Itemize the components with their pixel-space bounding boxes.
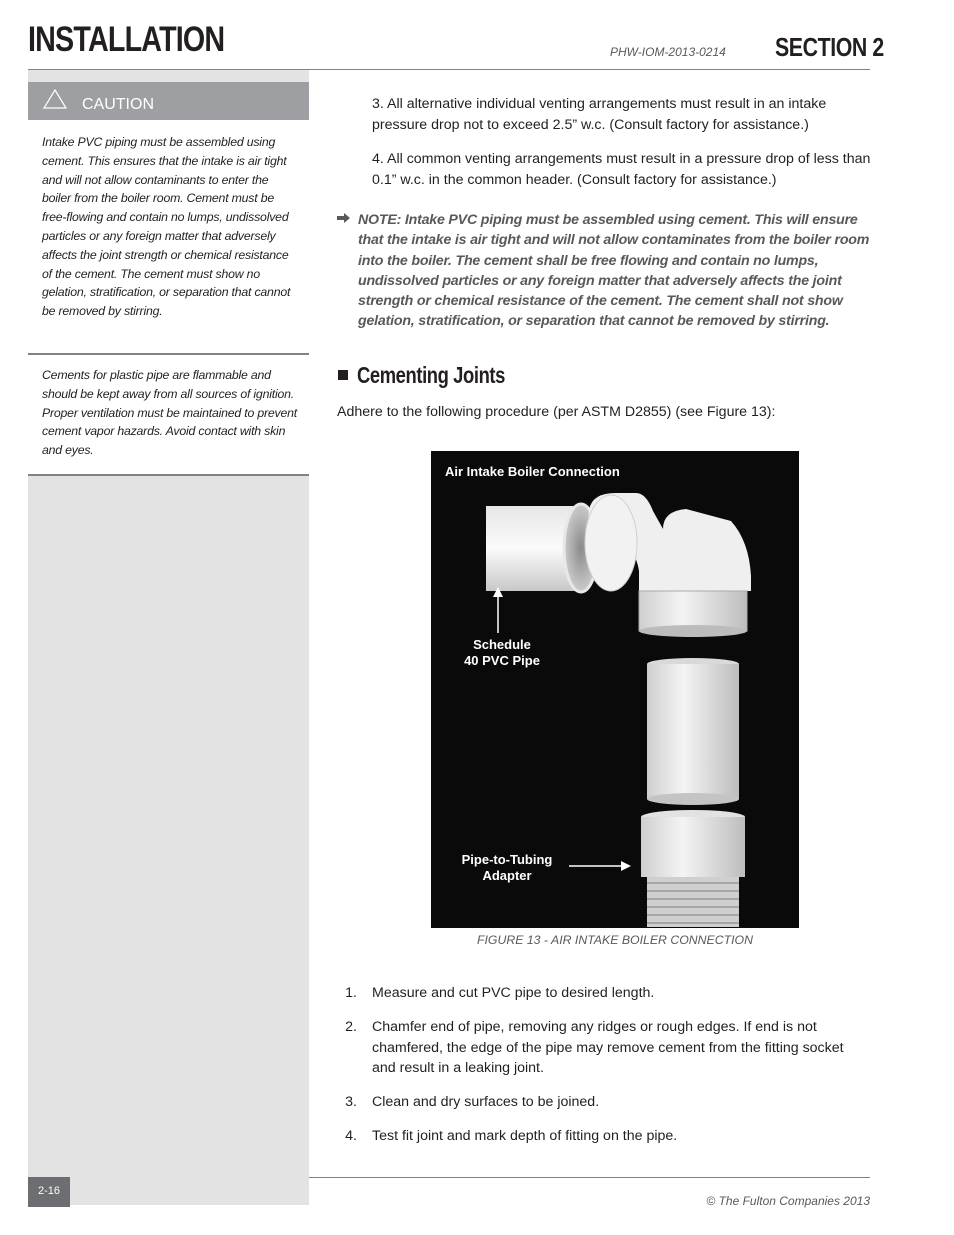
label-pipe-line2: 40 PVC Pipe [464,653,540,668]
figure-photo [431,451,799,928]
adapter-fitting [641,817,745,877]
label-adapter-line1: Pipe-to-Tubing [461,852,553,867]
page-number: 2-16 [37,1185,61,1197]
caution-label: CAUTION [82,96,154,113]
note-arrow-icon [337,213,350,223]
label-adapter-line2: Adapter [482,868,532,883]
pvc-pipe-section [647,664,739,799]
step-text: Clean and dry surfaces to be joined. [372,1094,600,1110]
intro-text: Adhere to the following procedure (per ASTM D2855) (see Figure 13): [337,404,776,420]
step-number: 3. [345,1094,357,1110]
section-label: SECTION 2 [775,32,884,62]
caution-header [28,82,309,120]
caution-text: Intake PVC piping must be assembled using cement. This ensures that the intake is air tight and will not allow contaminants to enter the boiler from the boiler room. Cement must be free-flowing and contain no lumps, undissolved particles or any foreign matter that adversely affects the joint strength or chemical resistance of the cement. The cement must show no gelation, stratification, or separation that cannot be removed by stirring. [42,135,291,319]
venting-item-4: 4. All common venting arrangements must result in a pressure drop of less than 0.1” w.c. in the common header. (Consult factory for assistance.) [372,151,871,188]
note-text: NOTE: Intake PVC piping must be assembled using cement. This will ensure that the intake is air tight and will not allow contaminates from the boiler room into the boiler. The cement shall be free flowing and contain no lumps, undissolved particles or any foreign matter that adversely affects the joint strength or chemical resistance of the cement. The cement shall not show gelation, stratification, or separation that cannot be removed by stirring. [358,212,870,330]
caution-divider [28,474,309,476]
copyright: © The Fulton Companies 2013 [706,1194,870,1208]
page-title: INSTALLATION [28,20,225,59]
venting-item-3: 3. All alternative individual venting arrangements must result in an intake pressure drop not to exceed 2.5” w.c. (Consult factory for assistance.) [372,96,827,133]
section-heading: Cementing Joints [357,362,505,388]
heading-bullet-icon [338,370,348,380]
step-text: Test fit joint and mark depth of fitting on the pipe. [372,1128,678,1144]
figure-title: Air Intake Boiler Connection [445,464,620,479]
step-number: 4. [345,1128,357,1144]
document-number: PHW-IOM-2013-0214 [610,45,726,59]
warning-triangle-icon [43,89,67,109]
step-text: Chamfer end of pipe, removing any ridges or rough edges. If end is not chamfered, the edge of the pipe may remove cement from the fitting socket and result in a leaking joint. [372,1019,844,1076]
label-pipe-line1: Schedule [473,637,531,652]
step-number: 1. [345,985,357,1001]
figure-caption: FIGURE 13 - AIR INTAKE BOILER CONNECTION [476,933,754,947]
caution-text: Cements for plastic pipe are flammable and should be kept away from all sources of ignition. Proper ventilation must be maintained to prevent cement vapor hazards. Avoid contact with skin and eyes. [42,368,297,458]
footer-divider [309,1177,870,1178]
step-text: Measure and cut PVC pipe to desired length. [372,985,655,1001]
step-number: 2. [345,1019,357,1035]
